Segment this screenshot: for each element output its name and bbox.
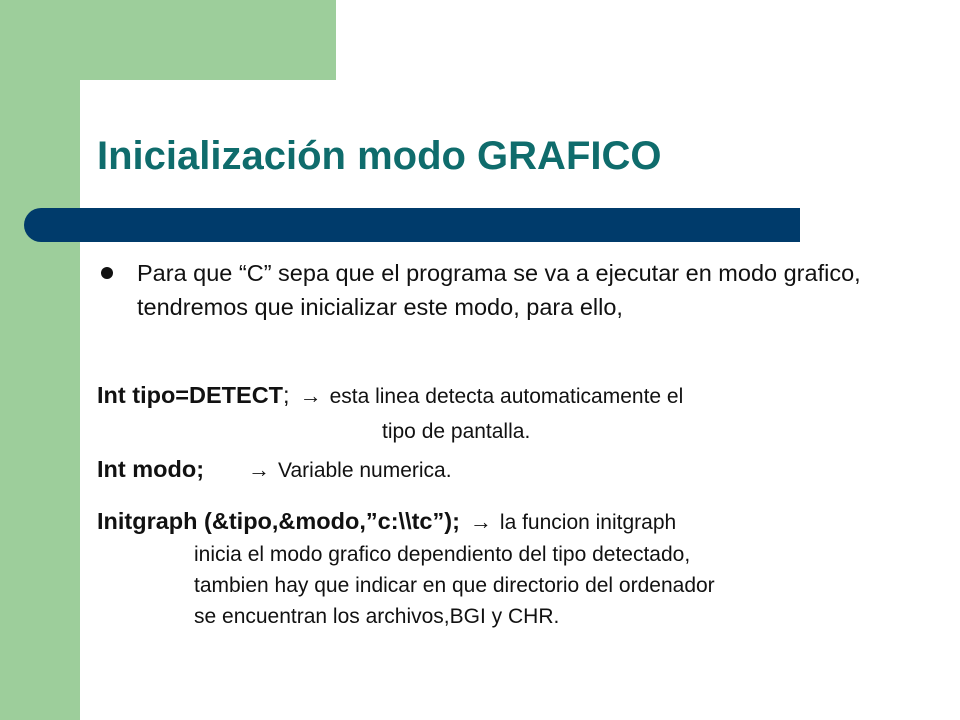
code-modo: Int modo; — [97, 456, 205, 482]
bullet-dot-icon — [101, 267, 113, 279]
bullet-text: Para que “C” sepa que el programa se va a ejecutar en modo grafico, tendremos que inicializar este modo, para ello, — [137, 260, 861, 320]
code-line-detect — [97, 382, 683, 409]
detect-description: esta linea detecta automaticamente el — [329, 385, 684, 408]
right-arrow-icon: → — [248, 457, 271, 482]
left-accent-bar — [0, 0, 80, 720]
detect-description-cont: tipo de pantalla. — [382, 420, 531, 443]
slide-body — [97, 256, 887, 628]
initgraph-description-line2: tambien hay que indicar en que directorio del ordenador — [194, 574, 715, 597]
modo-description: Variable numerica. — [278, 459, 452, 482]
initgraph-description-line3: se encuentran los archivos,BGI y CHR. — [194, 605, 560, 628]
initgraph-description-line1: inicia el modo grafico dependiento del tipo detectado, — [194, 543, 691, 566]
top-accent-block — [80, 0, 336, 80]
slide-title: Inicialización modo GRAFICO — [97, 134, 662, 178]
code-detect-semicolon: ; — [283, 382, 290, 408]
title-underline-bar — [24, 208, 800, 242]
code-detect: Int tipo=DETECT — [97, 382, 284, 408]
right-arrow-icon: → — [299, 383, 322, 408]
code-line-modo — [97, 456, 452, 483]
bullet-item — [97, 256, 887, 324]
initgraph-description: la funcion initgraph — [499, 511, 677, 534]
code-initgraph: Initgraph (&tipo,&modo,”c:\\tc”); — [97, 508, 460, 534]
right-arrow-icon: → — [469, 509, 492, 534]
code-line-initgraph — [97, 508, 676, 535]
